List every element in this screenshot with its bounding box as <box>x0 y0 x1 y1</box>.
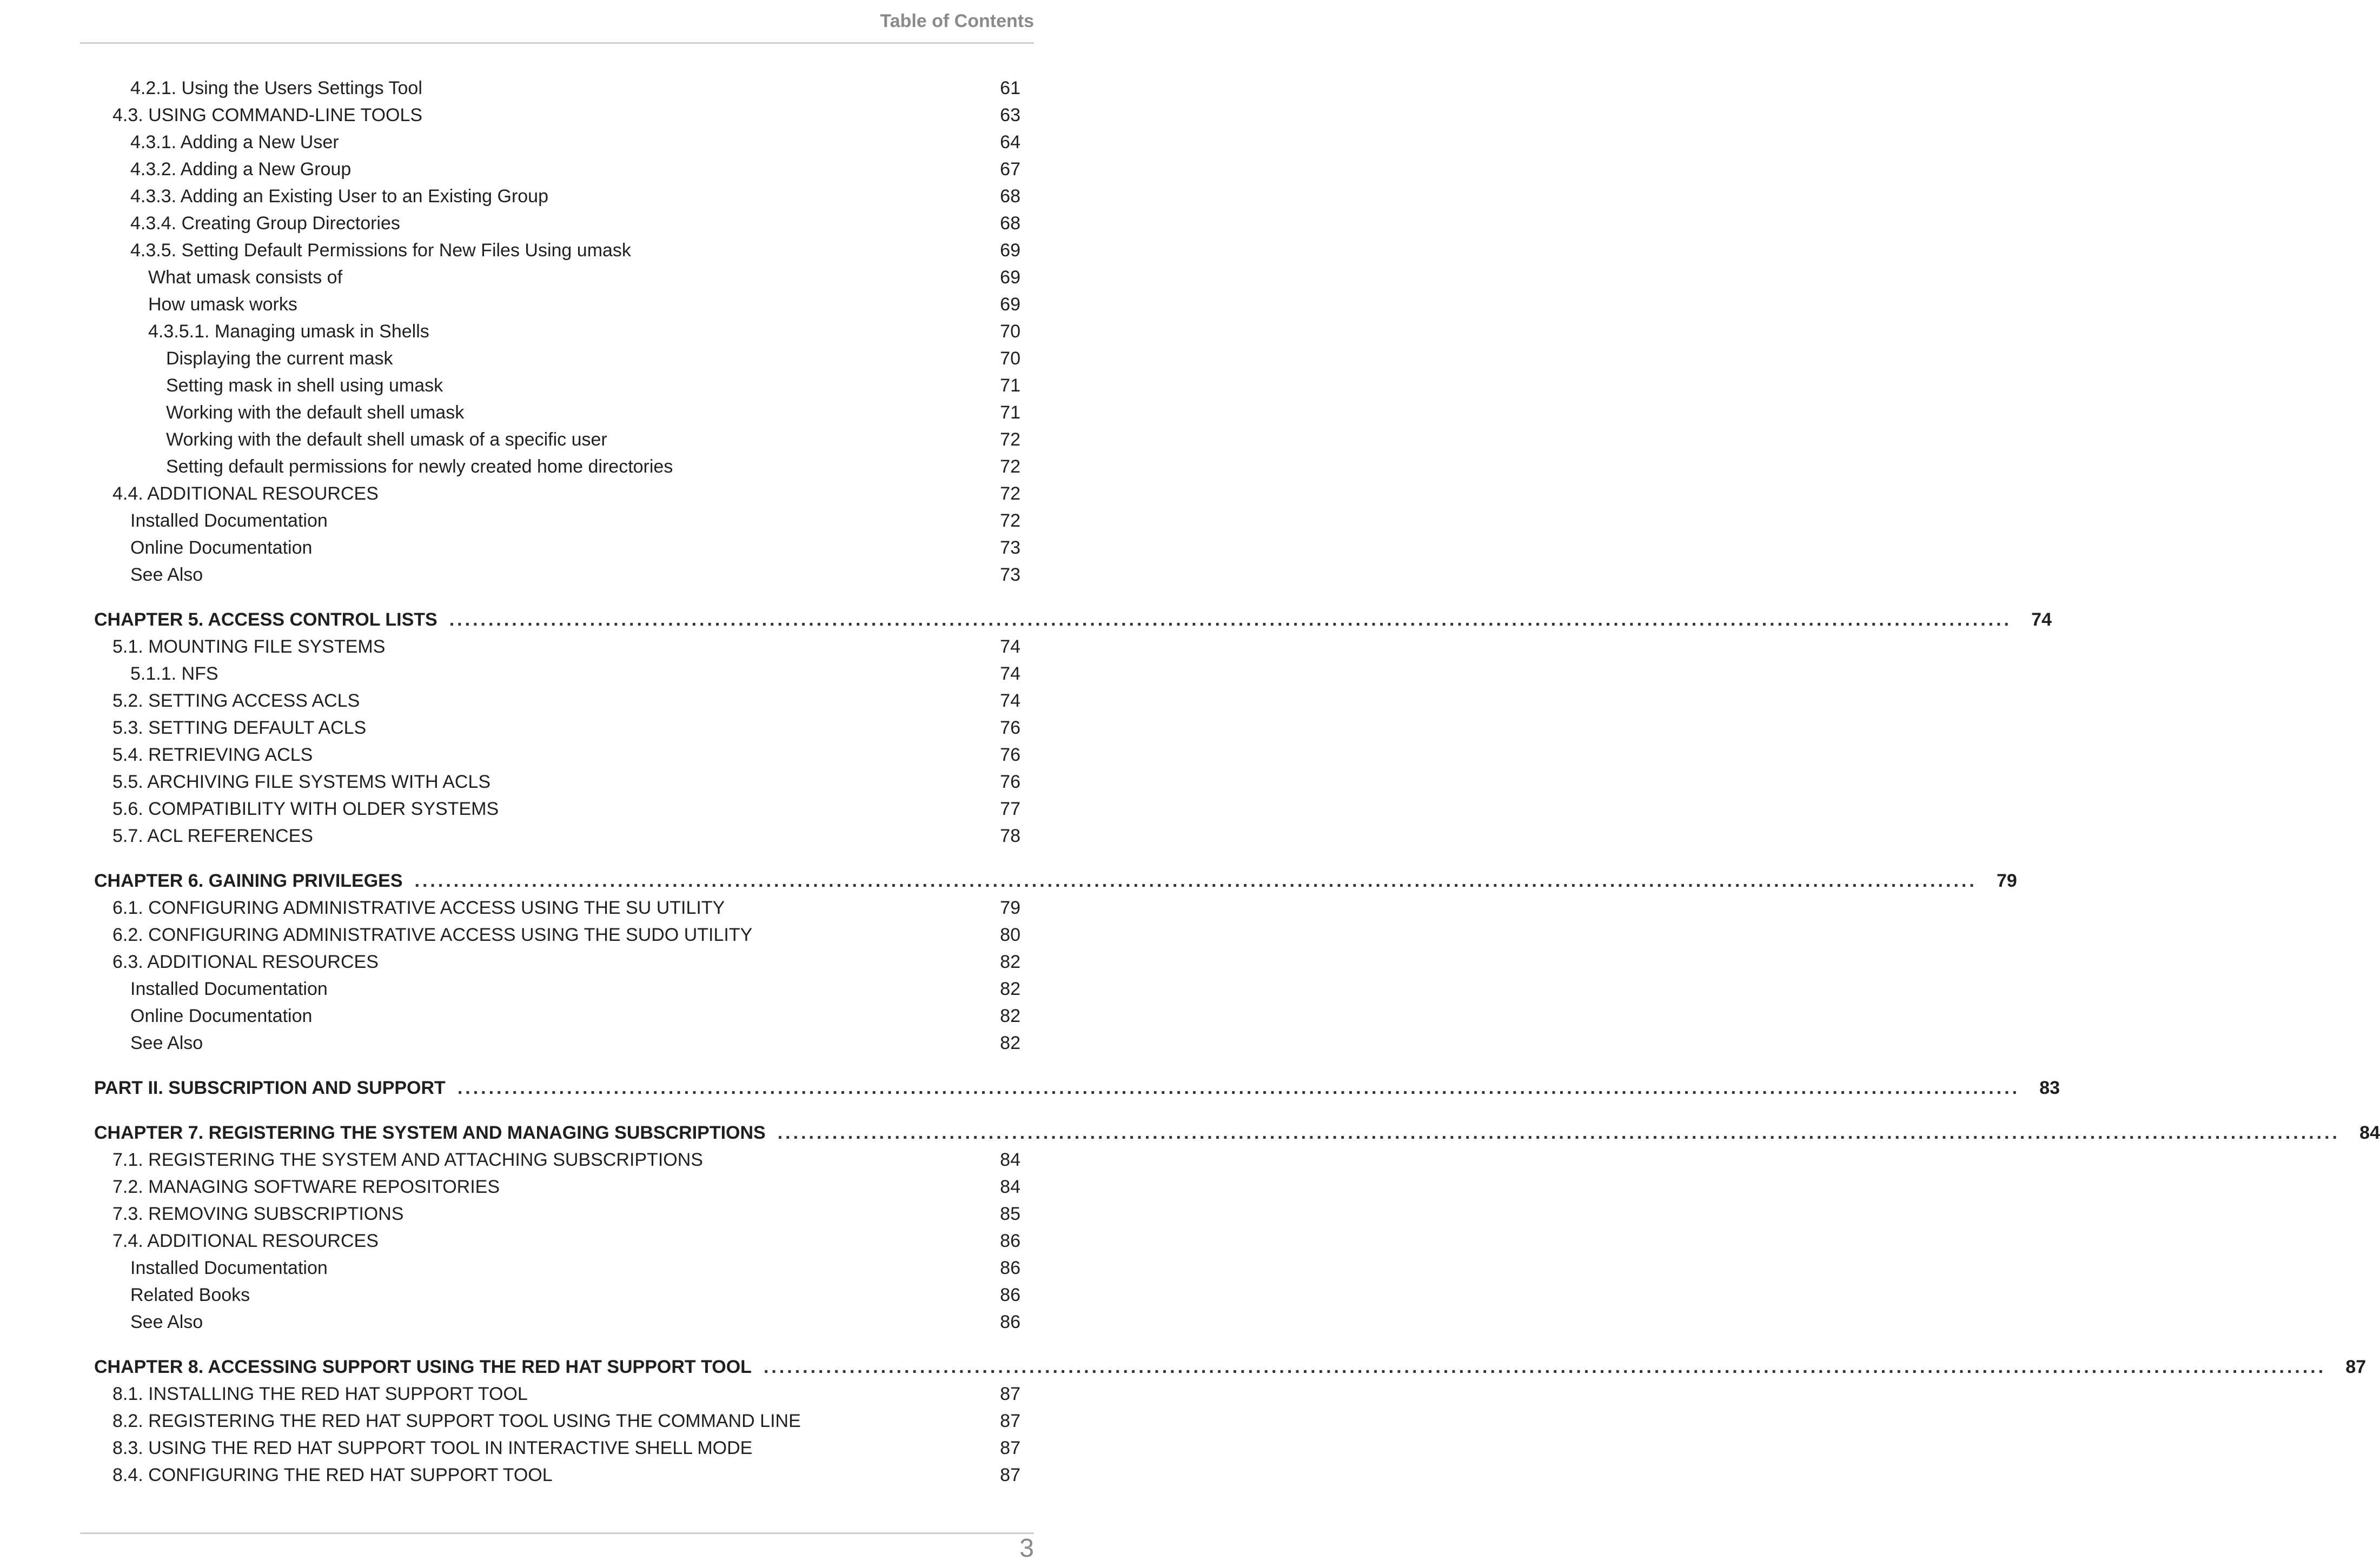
toc-entry-page-number: 84 <box>2359 1123 2380 1143</box>
toc-entry[interactable] <box>94 102 1020 129</box>
toc-entry-page-number: 71 <box>1000 375 1020 396</box>
toc-entry[interactable] <box>94 561 1020 588</box>
toc-entry-page-number: 76 <box>1000 745 1020 765</box>
toc-entry[interactable] <box>94 768 1020 795</box>
toc-entry-title: CHAPTER 7. REGISTERING THE SYSTEM AND MANAGING SUBSCRIPTIONS <box>94 1123 766 1143</box>
toc-entry[interactable] <box>94 453 1020 480</box>
toc-entry-page-number: 69 <box>1000 294 1020 315</box>
toc-entry[interactable] <box>94 156 1020 183</box>
toc-entry-title: 5.3. SETTING DEFAULT ACLS <box>112 718 367 738</box>
toc-entry-page-number: 64 <box>1000 132 1020 152</box>
toc-entry-title: Setting default permissions for newly created home directories <box>166 456 673 477</box>
footer-divider <box>80 1532 1034 1534</box>
toc-entry-page-number: 87 <box>1000 1465 1020 1485</box>
toc-entry-page-number: 74 <box>1000 690 1020 711</box>
toc-entry-page-number: 87 <box>1000 1384 1020 1404</box>
toc-entry-title: 6.3. ADDITIONAL RESOURCES <box>112 952 379 972</box>
toc-entry[interactable] <box>94 318 1020 345</box>
toc-entry-page-number: 76 <box>1000 718 1020 738</box>
toc-entry-page-number: 86 <box>1000 1231 1020 1251</box>
toc-entry-page-number: 68 <box>1000 213 1020 234</box>
toc-entry[interactable] <box>94 1282 1020 1309</box>
toc-entry-page-number: 84 <box>1000 1150 1020 1170</box>
toc-entry-title: See Also <box>130 1312 203 1332</box>
toc-entry-page-number: 63 <box>1000 105 1020 125</box>
toc-entry-page-number: 87 <box>2345 1357 2366 1377</box>
toc-entry[interactable] <box>94 480 1020 507</box>
toc-entry-title: 5.6. COMPATIBILITY WITH OLDER SYSTEMS <box>112 799 499 819</box>
toc-entry[interactable] <box>94 129 1020 156</box>
toc-entry-page-number: 68 <box>1000 186 1020 207</box>
toc-entry-page-number: 86 <box>1000 1285 1020 1305</box>
toc-entry-title: Working with the default shell umask <box>166 402 465 423</box>
toc-entry[interactable] <box>94 1407 1020 1435</box>
toc-entry-title: 8.4. CONFIGURING THE RED HAT SUPPORT TOOL <box>112 1465 553 1485</box>
toc-entry-title: Online Documentation <box>130 537 313 558</box>
toc-entry[interactable] <box>94 1030 1020 1057</box>
toc-entry-title: What umask consists of <box>148 267 343 288</box>
toc-entry-title: 4.3.1. Adding a New User <box>130 132 339 152</box>
toc-entry[interactable] <box>94 1002 1020 1030</box>
toc-entry-page-number: 73 <box>1000 537 1020 558</box>
toc-entry[interactable] <box>94 1200 1020 1227</box>
toc-entry-title: Installed Documentation <box>130 1258 328 1278</box>
toc-entry-title: Installed Documentation <box>130 979 328 999</box>
toc-entry[interactable] <box>94 291 1020 318</box>
toc-entry[interactable] <box>94 975 1020 1002</box>
dot-leader: ........................................................................................................................................................................................................ <box>449 609 2012 630</box>
toc-entry-title: 6.2. CONFIGURING ADMINISTRATIVE ACCESS USING THE SUDO UTILITY <box>112 925 753 945</box>
table-of-contents <box>94 75 2380 1489</box>
toc-entry-page-number: 79 <box>1000 898 1020 918</box>
toc-entry-page-number: 73 <box>1000 565 1020 585</box>
toc-entry-title: How umask works <box>148 294 297 315</box>
toc-entry[interactable] <box>94 795 1020 822</box>
toc-entry-page-number: 67 <box>1000 159 1020 180</box>
toc-entry[interactable] <box>94 1254 1020 1282</box>
dot-leader: ........................................................................................................................................................................................................ <box>457 1078 2020 1098</box>
toc-chapter-entry[interactable] <box>94 1074 2060 1101</box>
toc-chapter-entry[interactable] <box>94 606 2052 633</box>
toc-entry-title: 7.1. REGISTERING THE SYSTEM AND ATTACHING SUBSCRIPTIONS <box>112 1150 703 1170</box>
header-divider <box>80 42 1034 44</box>
toc-entry-title: 8.3. USING THE RED HAT SUPPORT TOOL IN INTERACTIVE SHELL MODE <box>112 1438 753 1458</box>
toc-entry-page-number: 82 <box>1000 1033 1020 1053</box>
toc-entry-page-number: 72 <box>1000 483 1020 504</box>
toc-chapter-entry[interactable] <box>94 1119 2380 1146</box>
toc-entry-page-number: 78 <box>1000 826 1020 846</box>
toc-entry-title: See Also <box>130 565 203 585</box>
toc-entry-page-number: 71 <box>1000 402 1020 423</box>
toc-entry-title: CHAPTER 6. GAINING PRIVILEGES <box>94 871 403 891</box>
toc-entry-page-number: 70 <box>1000 321 1020 342</box>
toc-chapter-entry[interactable] <box>94 867 2017 894</box>
toc-entry[interactable] <box>94 633 1020 660</box>
toc-entry[interactable] <box>94 426 1020 453</box>
toc-entry[interactable] <box>94 75 1020 102</box>
page-number: 3 <box>1019 1534 1034 1563</box>
toc-entry[interactable] <box>94 1173 1020 1200</box>
toc-entry-page-number: 72 <box>1000 456 1020 477</box>
toc-entry[interactable] <box>94 1309 1020 1336</box>
toc-entry[interactable] <box>94 1146 1020 1173</box>
toc-entry[interactable] <box>94 741 1020 768</box>
toc-entry-title: 5.7. ACL REFERENCES <box>112 826 313 846</box>
toc-entry-title: 5.1.1. NFS <box>130 663 218 684</box>
toc-entry-title: 6.1. CONFIGURING ADMINISTRATIVE ACCESS USING THE SU UTILITY <box>112 898 725 918</box>
toc-entry-page-number: 69 <box>1000 240 1020 261</box>
toc-entry-title: CHAPTER 8. ACCESSING SUPPORT USING THE RED HAT SUPPORT TOOL <box>94 1357 752 1377</box>
dot-leader: ........................................................................................................................................................................................................ <box>414 871 1977 891</box>
toc-entry-title: 4.2.1. Using the Users Settings Tool <box>130 78 422 98</box>
toc-entry-page-number: 70 <box>1000 348 1020 369</box>
toc-entry[interactable] <box>94 507 1020 534</box>
toc-entry-page-number: 82 <box>1000 952 1020 972</box>
toc-entry-title: Installed Documentation <box>130 510 328 531</box>
toc-entry[interactable] <box>94 399 1020 426</box>
toc-entry[interactable] <box>94 894 1020 921</box>
toc-entry[interactable] <box>94 372 1020 399</box>
toc-entry[interactable] <box>94 822 1020 849</box>
toc-entry-title: 5.4. RETRIEVING ACLS <box>112 745 313 765</box>
toc-entry-title: 4.3.2. Adding a New Group <box>130 159 352 180</box>
toc-entry-title: CHAPTER 5. ACCESS CONTROL LISTS <box>94 609 437 630</box>
toc-entry-page-number: 74 <box>1000 636 1020 657</box>
toc-entry-page-number: 84 <box>1000 1177 1020 1197</box>
toc-entry-title: 7.3. REMOVING SUBSCRIPTIONS <box>112 1204 404 1224</box>
toc-entry-page-number: 79 <box>1996 871 2017 891</box>
toc-entry-title: PART II. SUBSCRIPTION AND SUPPORT <box>94 1078 446 1098</box>
toc-entry[interactable] <box>94 660 1020 687</box>
toc-entry-title: 5.2. SETTING ACCESS ACLS <box>112 690 360 711</box>
toc-entry-title: 8.2. REGISTERING THE RED HAT SUPPORT TOOL USING THE COMMAND LINE <box>112 1411 801 1431</box>
toc-entry-title: 4.4. ADDITIONAL RESOURCES <box>112 483 379 504</box>
toc-entry[interactable] <box>94 714 1020 741</box>
toc-entry-page-number: 83 <box>2039 1078 2060 1098</box>
toc-entry-page-number: 87 <box>1000 1411 1020 1431</box>
toc-entry-title: See Also <box>130 1033 203 1053</box>
toc-entry-page-number: 86 <box>1000 1258 1020 1278</box>
toc-entry-page-number: 61 <box>1000 78 1020 98</box>
running-header-title: Table of Contents <box>880 11 1034 31</box>
toc-entry-page-number: 80 <box>1000 925 1020 945</box>
dot-leader: ........................................................................................................................................................................................................ <box>763 1357 2326 1377</box>
toc-entry[interactable] <box>94 210 1020 237</box>
toc-entry-title: 4.3.5.1. Managing umask in Shells <box>148 321 429 342</box>
toc-entry[interactable] <box>94 921 1020 948</box>
toc-entry-title: 4.3.3. Adding an Existing User to an Existing Group <box>130 186 549 207</box>
toc-entry[interactable] <box>94 534 1020 561</box>
toc-entry-title: Displaying the current mask <box>166 348 393 369</box>
toc-entry-page-number: 74 <box>2031 609 2052 630</box>
toc-entry-title: 7.4. ADDITIONAL RESOURCES <box>112 1231 379 1251</box>
toc-entry[interactable] <box>94 345 1020 372</box>
toc-entry-title: 5.1. MOUNTING FILE SYSTEMS <box>112 636 386 657</box>
toc-entry-page-number: 72 <box>1000 429 1020 450</box>
toc-entry-page-number: 87 <box>1000 1438 1020 1458</box>
dot-leader: ........................................................................................................................................................................................................ <box>777 1123 2340 1143</box>
toc-entry[interactable] <box>94 264 1020 291</box>
toc-entry-title: 7.2. MANAGING SOFTWARE REPOSITORIES <box>112 1177 500 1197</box>
toc-entry-page-number: 77 <box>1000 799 1020 819</box>
toc-entry-page-number: 86 <box>1000 1312 1020 1332</box>
toc-entry-title: Related Books <box>130 1285 250 1305</box>
toc-entry-title: Setting mask in shell using umask <box>166 375 443 396</box>
toc-entry[interactable] <box>94 1462 1020 1489</box>
toc-entry[interactable] <box>94 1227 1020 1254</box>
toc-entry-title: Working with the default shell umask of a specific user <box>166 429 607 450</box>
toc-entry[interactable] <box>94 183 1020 210</box>
toc-entry-title: 4.3.4. Creating Group Directories <box>130 213 400 234</box>
toc-chapter-entry[interactable] <box>94 1353 2366 1380</box>
toc-entry-title: 4.3. USING COMMAND-LINE TOOLS <box>112 105 423 125</box>
toc-entry-page-number: 85 <box>1000 1204 1020 1224</box>
toc-entry[interactable] <box>94 1380 1020 1407</box>
toc-entry-page-number: 72 <box>1000 510 1020 531</box>
toc-entry[interactable] <box>94 237 1020 264</box>
toc-entry-title: Online Documentation <box>130 1006 313 1026</box>
toc-entry-title: 8.1. INSTALLING THE RED HAT SUPPORT TOOL <box>112 1384 528 1404</box>
toc-entry-page-number: 76 <box>1000 772 1020 792</box>
toc-entry-title: 4.3.5. Setting Default Permissions for New Files Using umask <box>130 240 631 261</box>
toc-entry[interactable] <box>94 1435 1020 1462</box>
toc-entry[interactable] <box>94 687 1020 714</box>
toc-entry-page-number: 82 <box>1000 1006 1020 1026</box>
toc-entry[interactable] <box>94 948 1020 975</box>
toc-entry-page-number: 69 <box>1000 267 1020 288</box>
toc-entry-page-number: 74 <box>1000 663 1020 684</box>
toc-entry-title: 5.5. ARCHIVING FILE SYSTEMS WITH ACLS <box>112 772 491 792</box>
toc-entry-page-number: 82 <box>1000 979 1020 999</box>
